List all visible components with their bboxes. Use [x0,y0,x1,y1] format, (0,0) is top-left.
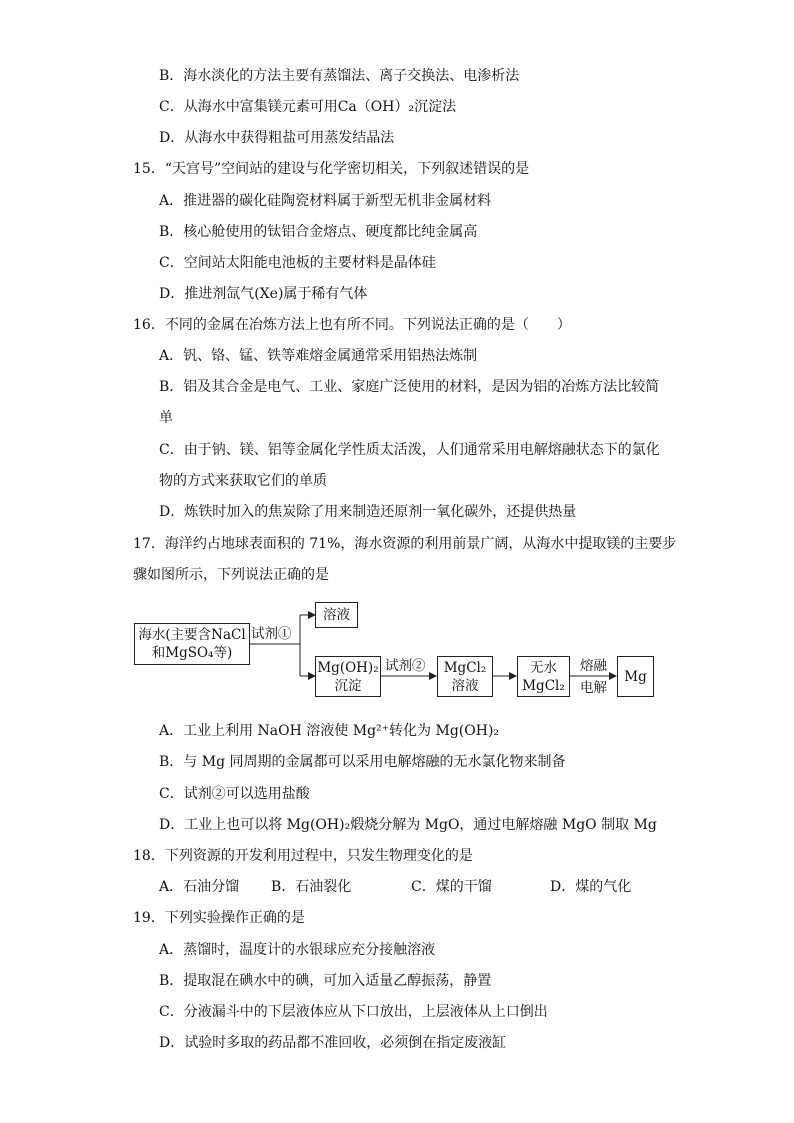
anhydrous-label: 无水 [530,659,557,676]
melt-label: 熔融 [580,658,607,674]
q14-option-c: C．从海水中富集镁元素可用Ca（OH）₂沉淀法 [159,99,457,115]
q18-option-c: C．煤的干馏 [411,879,492,895]
q18-stem: 18．下列资源的开发利用过程中，只发生物理变化的是 [133,848,473,864]
q14-option-d: D．从海水中获得粗盐可用蒸发结晶法 [159,130,395,146]
q15-option-a: A．推进器的碳化硅陶瓷材料属于新型无机非金属材料 [159,193,492,209]
q15-option-c: C．空间站太阳能电池板的主要材料是晶体硅 [159,255,436,271]
q17-option-a: A．工业上利用 NaOH 溶液使 Mg²⁺转化为 Mg(OH)₂ [159,723,500,739]
mg-hydroxide-formula: Mg(OH)₂ [317,659,379,676]
q16-option-c-line2: 物的方式来获取它们的单质 [159,473,327,489]
seawater-box [134,623,250,665]
q16-option-a: A．钒、铬、锰、铁等难熔金属通常采用铝热法炼制 [159,348,478,364]
q16-stem: 16．不同的金属在冶炼方法上也有所不同。下列说法正确的是（ ） [133,317,571,333]
q15-option-d: D．推进剂氙气(Xe)属于稀有气体 [159,286,368,302]
q19-option-b: B．提取混在碘水中的碘，可加入适量乙醇振荡，静置 [159,973,492,989]
anhydrous-formula: MgCl₂ [522,677,565,694]
mg-hydroxide-box [315,656,381,697]
solution-label-2: 溶液 [451,677,479,694]
q19-stem: 19．下列实验操作正确的是 [133,910,305,926]
q17-stem-line2: 骤如图所示，下列说法正确的是 [133,567,329,583]
mg-label: Mg [624,668,647,685]
q16-option-b-line2: 单 [159,410,173,426]
precipitate-label: 沉淀 [334,677,362,694]
anhydrous-mgcl2-box [517,656,570,697]
q15-option-b: B．核心舱使用的钛铝合金熔点、硬度都比纯金属高 [159,224,478,240]
q18-option-a: A．石油分馏 [159,879,240,895]
reagent-1-label: 试剂① [251,626,292,642]
reagent-2-label: 试剂② [385,658,426,674]
mg-product-box [617,656,654,697]
q17-option-c: C．试剂②可以选用盐酸 [159,786,310,802]
solution-label: 溶液 [323,607,350,623]
q19-option-d: D．试验时多取的药品都不准回收，必须倒在指定废液缸 [159,1035,507,1051]
q18-options-row [159,878,719,896]
solution-box [315,602,358,628]
q16-option-b-line1: B．铝及其合金是电气、工业、家庭广泛使用的材料，是因为铝的冶炼方法比较简 [159,379,660,395]
seawater-label-line1: 海水(主要含NaCl [138,627,246,643]
q18-option-d: D．煤的气化 [550,879,632,895]
mg-chloride-solution-box [437,656,493,697]
mg-chloride-formula: MgCl₂ [443,659,487,676]
q16-option-c-line1: C．由于钠、镁、铝等金属化学性质太活泼，人们通常采用电解熔融状态下的氯化 [159,442,660,458]
q14-option-b: B．海水淡化的方法主要有蒸馏法、离子交换法、电渗析法 [159,68,520,84]
q19-option-c: C．分液漏斗中的下层液体应从下口放出，上层液体从上口倒出 [159,1004,548,1020]
seawater-label-line2: 和MgSO₄等) [151,645,233,661]
electrolysis-label: 电解 [580,680,607,696]
q17-option-d: D．工业上也可以将 Mg(OH)₂煅烧分解为 MgO，通过电解熔融 MgO 制取 Mg [159,817,657,833]
q18-option-b: B．石油裂化 [271,879,352,895]
q15-stem: 15．“天宫号”空间站的建设与化学密切相关，下列叙述错误的是 [133,161,530,177]
q16-option-d: D．炼铁时加入的焦炭除了用来制造还原剂一氧化碳外，还提供热量 [159,504,577,520]
q17-stem-line1: 17．海洋约占地球表面积的 71%，海水资源的利用前景广阔，从海水中提取镁的主要步 [133,536,677,552]
q19-option-a: A．蒸馏时，温度计的水银球应充分接触溶液 [159,942,436,958]
q17-option-b: B．与 Mg 同周期的金属都可以采用电解熔融的无水氯化物来制备 [159,754,566,770]
